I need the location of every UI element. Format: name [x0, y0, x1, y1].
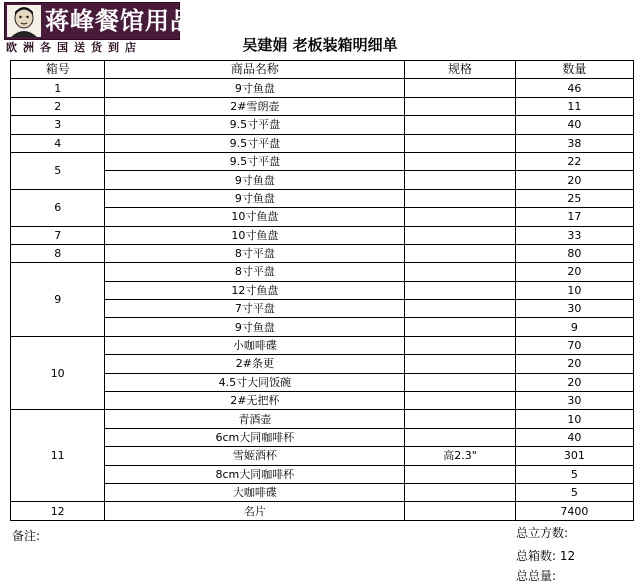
quantity-cell: 80 [515, 244, 633, 262]
box-number-cell: 2 [11, 97, 105, 115]
brand-tagline: 欧洲各国送货到店 [6, 41, 142, 54]
box-number-cell: 12 [11, 502, 105, 520]
quantity-cell: 10 [515, 410, 633, 428]
quantity-cell: 7400 [515, 502, 633, 520]
product-name-cell: 名片 [105, 502, 405, 520]
total-volume-label: 总立方数: [516, 526, 569, 540]
product-name-cell: 8寸平盘 [105, 244, 405, 262]
table-body [11, 79, 634, 520]
remark-label: 备注: [12, 529, 41, 543]
product-name-cell: 青酒壶 [105, 410, 405, 428]
product-name-cell: 8寸平盘 [105, 263, 405, 281]
table-row [11, 336, 634, 354]
box-number-cell: 1 [11, 79, 105, 97]
quantity-cell: 33 [515, 226, 633, 244]
table-row [11, 373, 634, 391]
spec-cell: 高2.3" [405, 447, 515, 465]
spec-cell [405, 244, 515, 262]
table-row [11, 226, 634, 244]
product-name-cell: 8cm大同咖啡杯 [105, 465, 405, 483]
spec-cell [405, 336, 515, 354]
spec-cell [405, 300, 515, 318]
spec-cell [405, 428, 515, 446]
product-name-cell: 2#条更 [105, 355, 405, 373]
total-boxes-value: 12 [559, 549, 576, 563]
box-number-cell: 7 [11, 226, 105, 244]
product-name-cell: 9寸鱼盘 [105, 318, 405, 336]
product-name-cell: 9.5寸平盘 [105, 134, 405, 152]
header-box-no: 箱号 [11, 61, 105, 79]
box-number-cell: 4 [11, 134, 105, 152]
quantity-cell: 25 [515, 189, 633, 207]
table-row [11, 318, 634, 336]
product-name-cell: 10寸鱼盘 [105, 226, 405, 244]
product-name-cell: 大咖啡碟 [105, 483, 405, 501]
spec-cell [405, 79, 515, 97]
quantity-cell: 30 [515, 392, 633, 410]
table-row [11, 465, 634, 483]
quantity-cell: 38 [515, 134, 633, 152]
table-row [11, 502, 634, 520]
table-row [11, 483, 634, 501]
table-row [11, 152, 634, 170]
spec-cell [405, 116, 515, 134]
product-name-cell: 9寸鱼盘 [105, 171, 405, 189]
spec-cell [405, 226, 515, 244]
table-header-row [11, 61, 634, 79]
quantity-cell: 11 [515, 97, 633, 115]
spec-cell [405, 483, 515, 501]
table-row [11, 171, 634, 189]
table-row [11, 410, 634, 428]
box-number-cell: 11 [11, 410, 105, 502]
header-quantity: 数量 [515, 61, 633, 79]
spec-cell [405, 134, 515, 152]
quantity-cell: 40 [515, 116, 633, 134]
spec-cell [405, 410, 515, 428]
product-name-cell: 2#雪朗壶 [105, 97, 405, 115]
product-name-cell: 小咖啡碟 [105, 336, 405, 354]
product-name-cell: 6cm大同咖啡杯 [105, 428, 405, 446]
spec-cell [405, 152, 515, 170]
table-row [11, 244, 634, 262]
packing-table [10, 60, 634, 521]
product-name-cell: 12寸鱼盘 [105, 281, 405, 299]
box-number-cell: 8 [11, 244, 105, 262]
quantity-cell: 5 [515, 465, 633, 483]
box-number-cell: 3 [11, 116, 105, 134]
spec-cell [405, 373, 515, 391]
total-weight-label: 总总量: [516, 569, 557, 583]
document-title: 吴建娟 老板装箱明细单 [242, 36, 398, 54]
product-name-cell: 9寸鱼盘 [105, 189, 405, 207]
box-number-cell: 5 [11, 152, 105, 189]
table-row [11, 134, 634, 152]
product-name-cell: 雪姬酒杯 [105, 447, 405, 465]
product-name-cell: 9.5寸平盘 [105, 152, 405, 170]
spec-cell [405, 208, 515, 226]
spec-cell [405, 392, 515, 410]
product-name-cell: 4.5寸大同饭碗 [105, 373, 405, 391]
quantity-cell: 46 [515, 79, 633, 97]
spec-cell [405, 502, 515, 520]
quantity-cell: 20 [515, 373, 633, 391]
total-boxes-label: 总箱数: [516, 549, 557, 563]
spec-cell [405, 355, 515, 373]
spec-cell [405, 263, 515, 281]
quantity-cell: 9 [515, 318, 633, 336]
quantity-cell: 20 [515, 171, 633, 189]
product-name-cell: 2#无把杯 [105, 392, 405, 410]
spec-cell [405, 281, 515, 299]
quantity-cell: 20 [515, 355, 633, 373]
table-row [11, 355, 634, 373]
box-number-cell: 9 [11, 263, 105, 337]
header-spec: 规格 [405, 61, 515, 79]
table-row [11, 97, 634, 115]
quantity-cell: 22 [515, 152, 633, 170]
table-row [11, 79, 634, 97]
quantity-cell: 5 [515, 483, 633, 501]
spec-cell [405, 318, 515, 336]
spec-cell [405, 97, 515, 115]
box-number-cell: 10 [11, 336, 105, 410]
spec-cell [405, 189, 515, 207]
table-row [11, 281, 634, 299]
table-row [11, 300, 634, 318]
table-row [11, 428, 634, 446]
table-row [11, 116, 634, 134]
quantity-cell: 17 [515, 208, 633, 226]
table-row [11, 208, 634, 226]
product-name-cell: 9.5寸平盘 [105, 116, 405, 134]
table-row [11, 392, 634, 410]
quantity-cell: 70 [515, 336, 633, 354]
quantity-cell: 301 [515, 447, 633, 465]
quantity-cell: 10 [515, 281, 633, 299]
table-row [11, 189, 634, 207]
spec-cell [405, 465, 515, 483]
portrait-icon [7, 5, 41, 37]
quantity-cell: 30 [515, 300, 633, 318]
box-number-cell: 6 [11, 189, 105, 226]
quantity-cell: 20 [515, 263, 633, 281]
quantity-cell: 40 [515, 428, 633, 446]
product-name-cell: 10寸鱼盘 [105, 208, 405, 226]
table-row [11, 263, 634, 281]
total-boxes [516, 547, 575, 564]
spec-cell [405, 171, 515, 189]
header-product-name: 商品名称 [105, 61, 405, 79]
product-name-cell: 7寸平盘 [105, 300, 405, 318]
brand-name: 蒋峰餐馆用品 [45, 7, 195, 35]
table-row [11, 447, 634, 465]
product-name-cell: 9寸鱼盘 [105, 79, 405, 97]
